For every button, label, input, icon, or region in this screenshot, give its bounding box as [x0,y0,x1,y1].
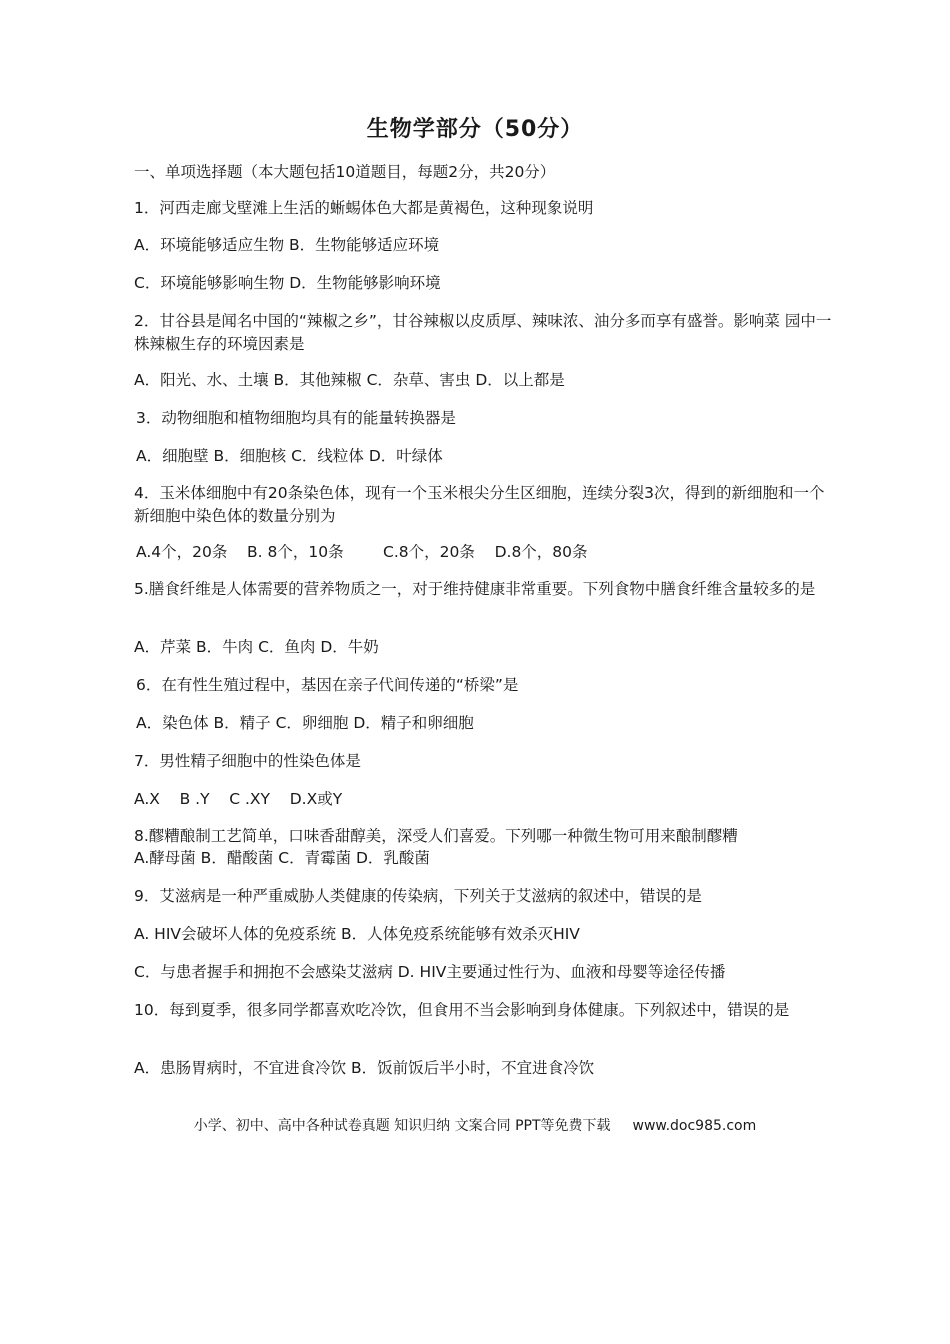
question-1-stem: 1．河西走廊戈壁滩上生活的蜥蜴体色大都是黄褐色，这种现象说明 [134,199,594,217]
footer-text: 小学、初中、高中各种试卷真题 知识归纳 文案合同 PPT等免费下载 [193,1118,611,1134]
question-8-options: A.酵母菌 B．醋酸菌 C．青霉菌 D．乳酸菌 [134,849,430,867]
footer-url[interactable]: www.doc985.com [632,1118,757,1134]
question-6-stem: 6．在有性生殖过程中，基因在亲子代间传递的“桥梁”是 [136,676,519,694]
question-7-options: A.X B .Y C .XY D.X或Y [134,790,343,808]
question-9-options-2: C．与患者握手和拥抱不会感染艾滋病 D. HIV主要通过性行为、血液和母婴等途径传播 [134,963,726,981]
question-5-stem: 5.膳食纤维是人体需要的营养物质之一，对于维持健康非常重要。下列食物中膳食纤维含量较多的是 [134,580,816,598]
question-1-options-1: A．环境能够适应生物 B．生物能够适应环境 [134,236,440,254]
question-9-stem: 9．艾滋病是一种严重威胁人类健康的传染病，下列关于艾滋病的叙述中，错误的是 [134,887,702,905]
question-7-stem: 7．男性精子细胞中的性染色体是 [134,752,361,770]
question-5-options: A．芹菜 B．牛肉 C．鱼肉 D．牛奶 [134,638,379,656]
question-9-options-1: A. HIV会破坏人体的免疫系统 B．人体免疫系统能够有效杀灭HIV [134,925,580,943]
question-3-stem: 3．动物细胞和植物细胞均具有的能量转换器是 [136,409,456,427]
question-10-options: A．患肠胃病时，不宜进食冷饮 B．饭前饭后半小时，不宜进食冷饮 [134,1059,595,1077]
question-4-stem: 4．玉米体细胞中有20条染色体，现有一个玉米根尖分生区细胞，连续分裂3次，得到的新细胞和一个新细胞中染色体的数量分别为 [134,484,825,525]
question-4-options: A.4个，20条 B. 8个，10条 C.8个，20条 D.8个，80条 [136,543,588,561]
section-heading: 一、单项选择题（本大题包括10道题目，每题2分，共20分） [134,163,556,181]
question-10-stem: 10．每到夏季，很多同学都喜欢吃冷饮，但食用不当会影响到身体健康。下列叙述中，错误的是 [134,1001,790,1019]
question-2-stem: 2．甘谷县是闻名中国的“辣椒之乡”，甘谷辣椒以皮质厚、辣味浓、油分多而享有盛誉。影响菜 园中一株辣椒生存的环境因素是 [134,312,832,353]
question-3-options: A．细胞壁 B．细胞核 C．线粒体 D．叶绿体 [136,447,443,465]
question-1-options-2: C．环境能够影响生物 D．生物能够影响环境 [134,274,441,292]
page-footer [0,1115,950,1135]
question-6-options: A．染色体 B．精子 C．卵细胞 D．精子和卵细胞 [136,714,474,732]
question-2-options: A．阳光、水、土壤 B．其他辣椒 C．杂草、害虫 D．以上都是 [134,371,565,389]
page-title: 生物学部分（50分） [366,117,584,142]
question-8-stem: 8.醪糟酿制工艺简单，口味香甜醇美，深受人们喜爱。下列哪一种微生物可用来酿制醪糟 [134,827,738,845]
